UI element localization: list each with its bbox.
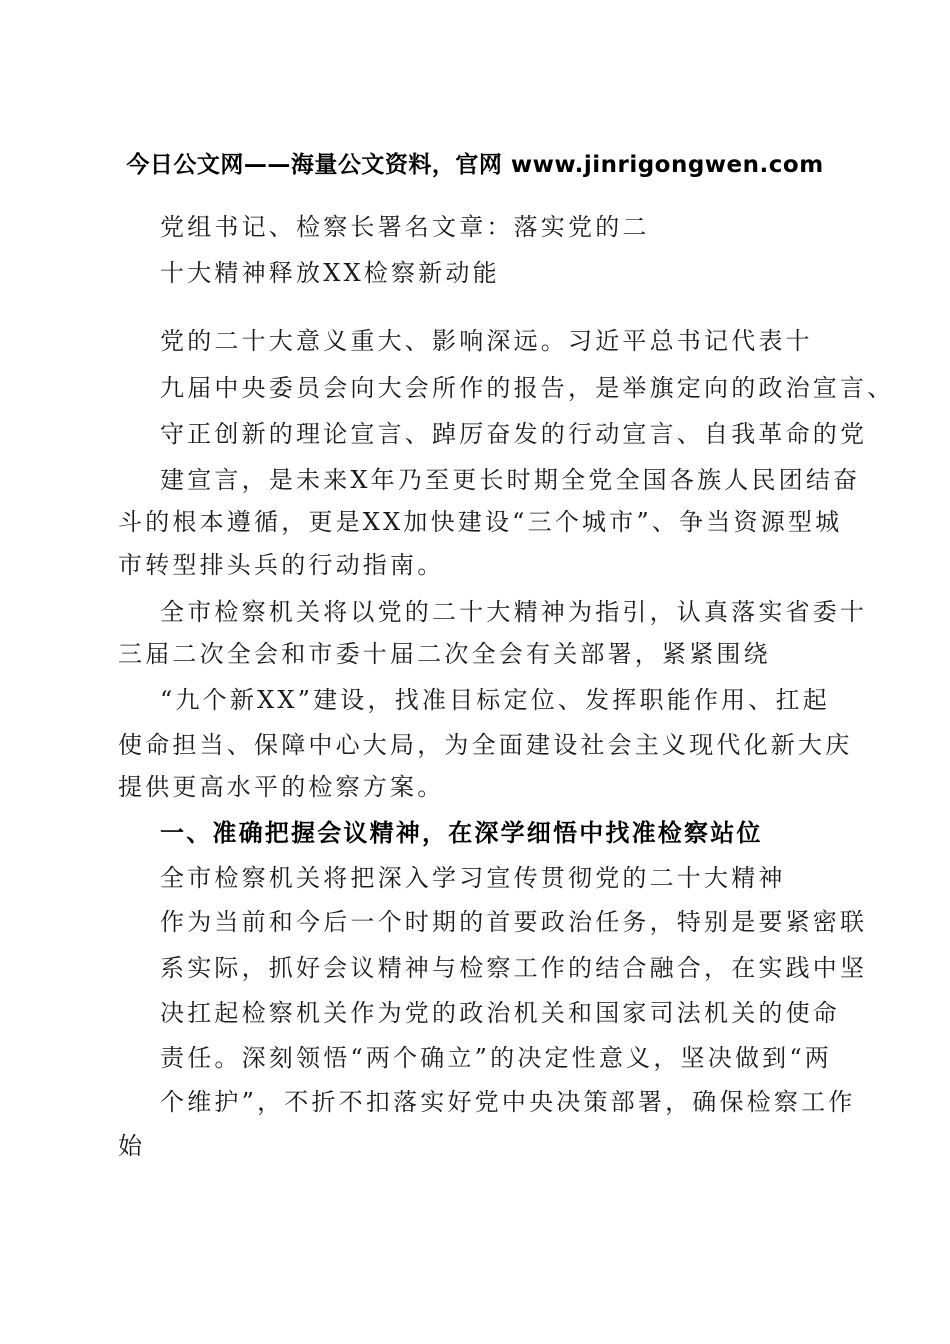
paragraph-3-line-1: 全市检察机关将把深入学习宣传贯彻党的二十大精神 [160,864,786,892]
paragraph-2-line-3: “九个新XX”建设，找准目标定位、发挥职能作用、扛起 [160,686,830,714]
paragraph-2-line-4: 使命担当、保障中心大局，为全面建设社会主义现代化新大庆 [118,731,853,759]
paragraph-1-line-2: 九届中央委员会向大会所作的报告，是举旗定向的政治宣言、 [160,374,895,402]
section-1-heading: 一、准确把握会议精神，在深学细悟中找准检察站位 [160,819,763,847]
paragraph-3-line-3: 系实际，抓好会议精神与检察工作的结合融合，在实践中坚 [160,954,868,982]
paragraph-1-line-5: 斗的根本遵循，更是XX加快建设“三个城市”、争当资源型城 [118,508,843,536]
paragraph-1-line-6: 市转型排头兵的行动指南。 [118,551,445,579]
paragraph-1-line-3: 守正创新的理论宣言、踔厉奋发的行动宣言、自我革命的党 [160,420,868,448]
paragraph-1-line-4: 建宣言，是未来X年乃至更长时期全党全国各族人民团结奋 [160,466,861,494]
paragraph-2-line-5: 提供更高水平的检察方案。 [118,773,445,801]
paragraph-3-line-7: 始 [118,1132,146,1160]
paragraph-3-line-4: 决扛起检察机关作为党的政治机关和国家司法机关的使命 [160,999,840,1027]
paragraph-3-line-2: 作为当前和今后一个时期的首要政治任务，特别是要紧密联 [160,908,868,936]
article-title-line-1: 党组书记、检察长署名文章：落实党的二 [160,213,650,241]
paragraph-3-line-6: 个维护”，不折不扣落实好党中央决策部署，确保检察工作 [160,1088,856,1116]
site-banner: 今日公文网——海量公文资料，官网 www.jinrigongwen.com [126,152,824,178]
article-title-line-2: 十大精神释放XX检察新动能 [160,259,500,287]
paragraph-1-line-1: 党的二十大意义重大、影响深远。习近平总书记代表十 [160,327,813,355]
paragraph-2-line-2: 三届二次全会和市委十届二次全会有关部署，紧紧围绕 [118,640,771,668]
paragraph-3-line-5: 责任。深刻领悟“两个确立”的决定性意义，坚决做到“两 [160,1044,833,1072]
paragraph-2-line-1: 全市检察机关将以党的二十大精神为指引，认真落实省委十 [160,598,868,626]
